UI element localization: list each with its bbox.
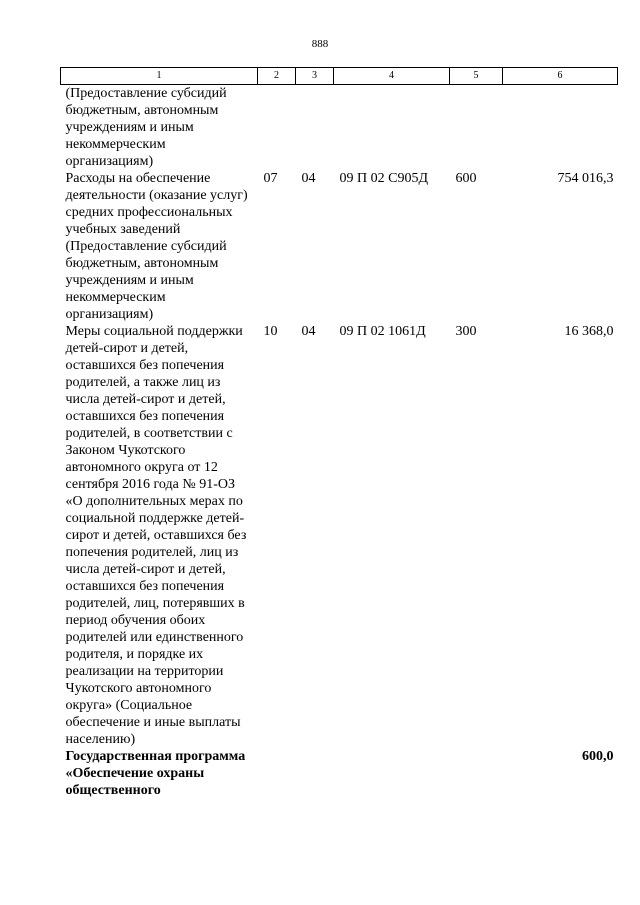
table-row <box>61 170 618 323</box>
row-name: Государственная программа «Обеспечение охраны общественного <box>65 749 246 798</box>
row-subsection <box>296 748 334 799</box>
row-target: 09 П 02 С905Д <box>339 171 428 186</box>
row-section: 07 <box>263 171 278 186</box>
row-target <box>334 748 450 799</box>
row-name: (Предоставление субсидий бюджетным, автономным учреждениям и иным некоммерческим организациям) <box>65 86 227 169</box>
header-col-6: 6 <box>503 68 618 85</box>
header-col-5: 5 <box>450 68 503 85</box>
row-name: Расходы на обеспечение деятельности (оказание услуг) средних профессиональных учебных заведений (Предоставление субсидий бюджетным, автономным учреждениям и иным некоммерческим организациям) <box>65 171 248 322</box>
row-expense-type <box>450 748 503 799</box>
row-amount: 754 016,3 <box>557 171 614 186</box>
header-col-3: 3 <box>296 68 334 85</box>
table-body <box>61 85 618 800</box>
row-subsection: 04 <box>301 171 316 186</box>
row-target <box>334 85 450 171</box>
table-row <box>61 748 618 799</box>
page-number: 888 <box>311 38 329 50</box>
budget-table <box>60 67 618 799</box>
row-amount <box>503 85 618 171</box>
header-col-4: 4 <box>334 68 450 85</box>
row-subsection <box>296 85 334 171</box>
header-col-2: 2 <box>258 68 296 85</box>
table-row <box>61 85 618 171</box>
row-amount: 600,0 <box>582 749 614 764</box>
row-target: 09 П 02 1061Д <box>339 324 426 339</box>
table-row <box>61 323 618 748</box>
row-amount: 16 368,0 <box>564 324 614 339</box>
header-row <box>61 68 618 85</box>
row-name: Меры социальной поддержки детей-сирот и детей, оставшихся без попечения родителей, а также лиц из числа детей-сирот и детей, оставшихся без попечения родителей, в соответствии с Законом Чукотского автономного округа от 12 сентября 2016 года № 91-ОЗ «О дополнительных мерах по социальной поддержке детей-сирот и детей, оставшихся без попечения родителей, лиц из числа детей-сирот и детей, оставшихся без попечения родителей, лиц, потерявших в период обучения обоих родителей или единственного родителя, и порядке их реализации на территории Чукотского автономного округа» (Социальное обеспечение и иные выплаты населению) <box>65 324 247 747</box>
row-subsection: 04 <box>301 324 316 339</box>
row-expense-type: 600 <box>455 171 477 186</box>
row-expense-type <box>450 85 503 171</box>
row-section <box>258 748 296 799</box>
row-section <box>258 85 296 171</box>
row-expense-type: 300 <box>455 324 477 339</box>
table-header <box>61 68 618 85</box>
row-section: 10 <box>263 324 278 339</box>
header-col-1: 1 <box>61 68 258 85</box>
